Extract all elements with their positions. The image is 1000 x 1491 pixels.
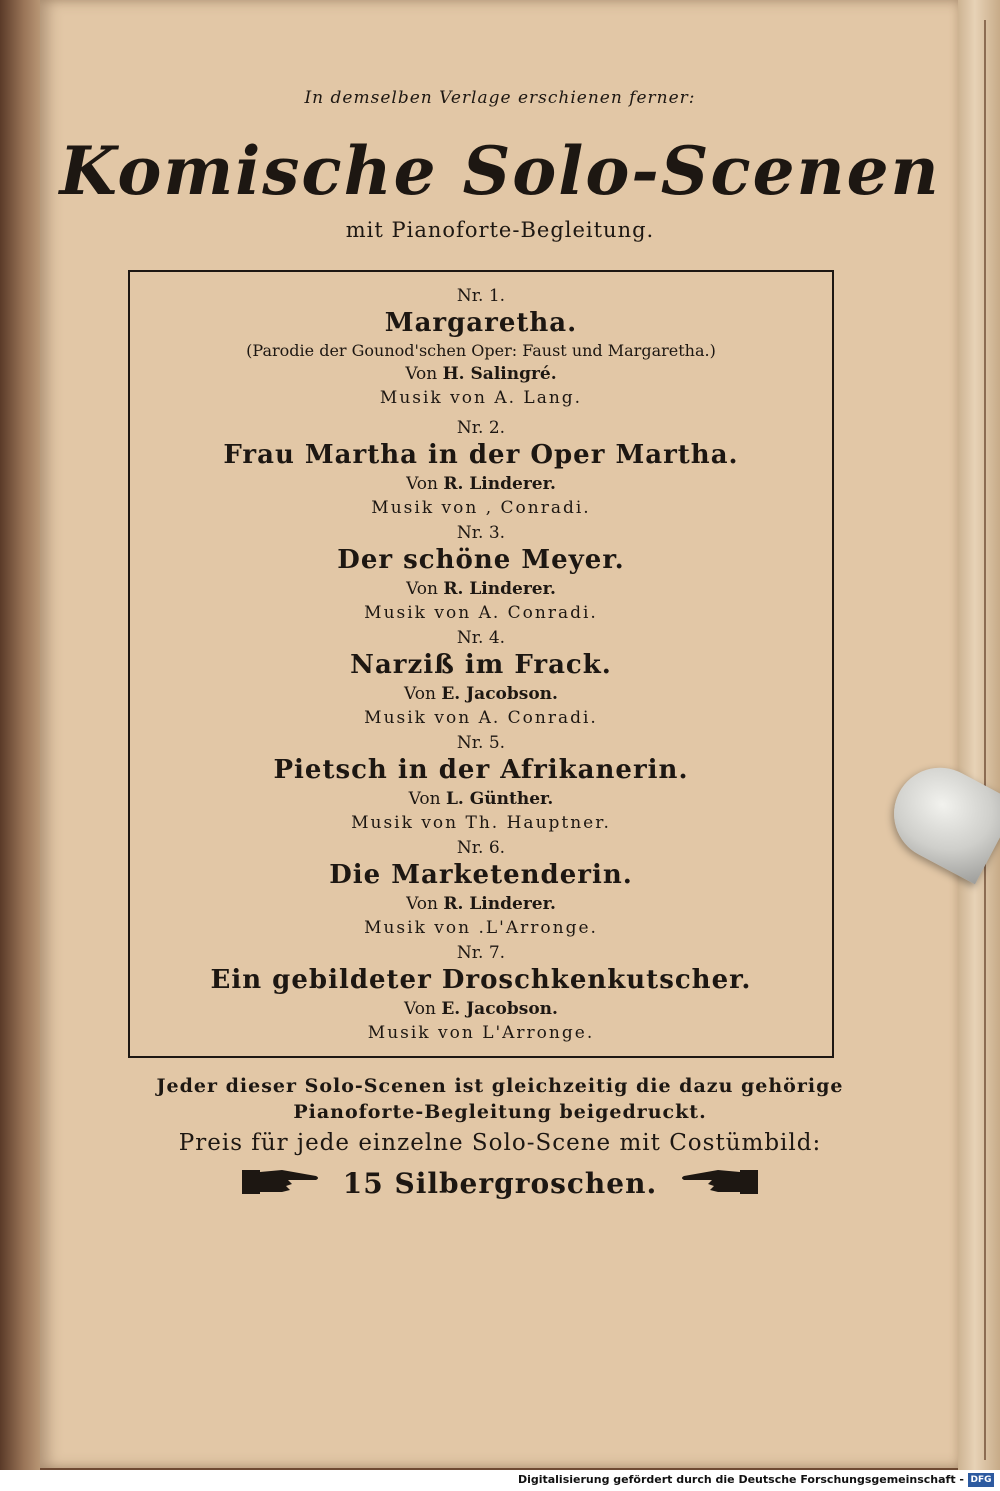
intro-line: In demselben Verlage erschienen ferner: bbox=[304, 88, 696, 108]
entry-title: Die Marketenderin. bbox=[329, 860, 633, 890]
entry-von: Von bbox=[406, 579, 438, 599]
entry-author: H. Salingré. bbox=[442, 364, 557, 384]
entry-music: Musik von .L'Arronge. bbox=[364, 918, 598, 938]
page-title: Komische Solo-Scenen bbox=[59, 132, 941, 210]
entry-title: Margaretha. bbox=[384, 308, 578, 338]
entry-title: Narziß im Frack. bbox=[350, 650, 612, 680]
entry-author-line bbox=[130, 787, 832, 811]
footer-note bbox=[40, 1073, 960, 1125]
catalog-entry bbox=[130, 838, 832, 940]
pointing-hand-right-icon bbox=[242, 1164, 320, 1202]
footer-line-1: Jeder dieser Solo-Scenen ist gleichzeitig die dazu gehörige bbox=[156, 1075, 844, 1097]
entry-von: Von bbox=[404, 684, 436, 704]
entry-music: Musik von , Conradi. bbox=[371, 498, 591, 518]
entry-author-line bbox=[130, 362, 832, 386]
catalog-entry bbox=[130, 286, 832, 410]
entry-music: Musik von A. Conradi. bbox=[364, 603, 598, 623]
entry-von: Von bbox=[405, 364, 438, 384]
entry-author-line bbox=[130, 577, 832, 601]
pointing-hand-left-icon bbox=[680, 1164, 758, 1202]
entry-author: L. Günther. bbox=[445, 789, 554, 809]
entry-author: R. Linderer. bbox=[443, 579, 556, 599]
price-amount: 15 Silbergroschen. bbox=[342, 1166, 658, 1200]
entry-number: Nr. 2. bbox=[456, 418, 506, 438]
amount-row bbox=[40, 1164, 960, 1202]
entry-von: Von bbox=[406, 894, 438, 914]
catalog-entry bbox=[130, 943, 832, 1045]
footer-line-2: Pianoforte-Begleitung beigedruckt. bbox=[293, 1101, 707, 1123]
entry-title: Frau Martha in der Oper Martha. bbox=[223, 440, 739, 470]
entry-music: Musik von Th. Hauptner. bbox=[351, 813, 611, 833]
catalog-box bbox=[128, 270, 834, 1058]
catalog-entry bbox=[130, 628, 832, 730]
catalog-entry bbox=[130, 523, 832, 625]
entry-von: Von bbox=[404, 999, 436, 1019]
entry-title: Pietsch in der Afrikanerin. bbox=[273, 755, 689, 785]
entry-author: R. Linderer. bbox=[443, 474, 556, 494]
dfg-logo: DFG bbox=[968, 1473, 994, 1487]
entry-author: E. Jacobson. bbox=[441, 684, 558, 704]
catalog-entry bbox=[130, 418, 832, 520]
entry-title: Der schöne Meyer. bbox=[337, 545, 625, 575]
catalog-entry bbox=[130, 733, 832, 835]
book-right-edge bbox=[958, 0, 1000, 1470]
entry-number: Nr. 3. bbox=[456, 523, 506, 543]
price-line: Preis für jede einzelne Solo-Scene mit Costümbild: bbox=[178, 1130, 822, 1156]
page-subtitle: mit Pianoforte-Begleitung. bbox=[345, 218, 655, 242]
entry-von: Von bbox=[406, 474, 438, 494]
book-left-edge bbox=[0, 0, 40, 1470]
entry-music: Musik von A. Conradi. bbox=[364, 708, 598, 728]
entry-number: Nr. 6. bbox=[456, 838, 506, 858]
entry-author-line bbox=[130, 892, 832, 916]
entry-author-line bbox=[130, 682, 832, 706]
entry-number: Nr. 4. bbox=[456, 628, 506, 648]
entry-author-line bbox=[130, 997, 832, 1021]
credit-text: Digitalisierung gefördert durch die Deutsche Forschungsgemeinschaft - bbox=[517, 1473, 964, 1486]
entry-note: (Parodie der Gounod'schen Oper: Faust und Margaretha.) bbox=[246, 341, 716, 360]
entry-author: R. Linderer. bbox=[443, 894, 556, 914]
entry-music: Musik von L'Arronge. bbox=[367, 1023, 595, 1043]
entry-von: Von bbox=[408, 789, 441, 809]
entry-author-line bbox=[130, 472, 832, 496]
entry-number: Nr. 1. bbox=[456, 286, 506, 306]
entry-number: Nr. 7. bbox=[456, 943, 506, 963]
entry-number: Nr. 5. bbox=[456, 733, 506, 753]
entry-title: Ein gebildeter Droschkenkutscher. bbox=[210, 965, 752, 995]
entry-music: Musik von A. Lang. bbox=[379, 388, 583, 408]
entry-author: E. Jacobson. bbox=[441, 999, 558, 1019]
